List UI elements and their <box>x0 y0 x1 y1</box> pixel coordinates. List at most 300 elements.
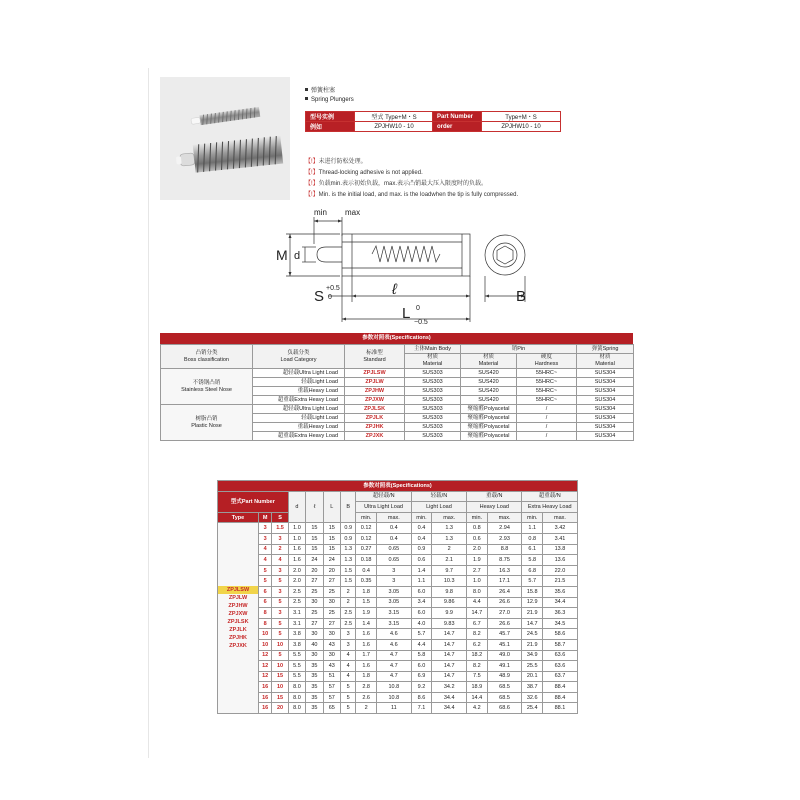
value-cell: 1.1 <box>411 576 432 587</box>
value-cell: 3.1 <box>288 618 305 629</box>
value-cell: 10.8 <box>376 682 411 693</box>
value-cell: 1.8 <box>356 671 377 682</box>
load-category-cell: 超轻载Ultra Light Load <box>253 405 345 414</box>
header-light <box>411 491 466 502</box>
M-cell: 12 <box>259 650 272 661</box>
M-cell: 16 <box>259 703 272 714</box>
table-row <box>218 618 578 629</box>
value-cell: 6.7 <box>467 618 488 629</box>
value-cell: 3.42 <box>542 523 577 534</box>
value-cell: 45.1 <box>487 639 522 650</box>
value-cell: 0.9 <box>411 544 432 555</box>
value-cell: 4.0 <box>411 618 432 629</box>
value-cell: 2.0 <box>288 576 305 587</box>
value-cell: 30 <box>323 650 340 661</box>
value-cell: 0.9 <box>341 523 356 534</box>
value-cell: 1.4 <box>356 618 377 629</box>
value-cell: 27 <box>306 618 323 629</box>
value-cell: 4.4 <box>411 639 432 650</box>
value-cell: 1.6 <box>356 661 377 672</box>
h-cn: 轻载/N <box>430 493 448 500</box>
value-cell: 2.0 <box>288 565 305 576</box>
load-category-cell: 重载Heavy Load <box>253 387 345 396</box>
value-cell: 2.6 <box>356 692 377 703</box>
S-cell: 1.5 <box>272 523 288 534</box>
value-cell: 35 <box>306 703 323 714</box>
value-cell: 6.0 <box>411 586 432 597</box>
value-cell: 6.0 <box>411 608 432 619</box>
dimensions-table <box>217 480 578 714</box>
value-cell: 25 <box>323 608 340 619</box>
value-cell: 5.5 <box>288 650 305 661</box>
load-category-cell: 超重载Extra Heavy Load <box>253 396 345 405</box>
value-cell: 27 <box>323 618 340 629</box>
M-cell: 10 <box>259 629 272 640</box>
header-max: max. <box>542 512 577 523</box>
standard-type-cell: ZPJLK <box>345 414 405 423</box>
body-material-cell: SUS303 <box>405 387 461 396</box>
value-cell: 3.05 <box>376 586 411 597</box>
header-part-number: 型式Part Number <box>218 491 289 512</box>
value-cell: 25.4 <box>522 703 543 714</box>
value-cell: 9.8 <box>432 586 467 597</box>
pin-hardness-cell: 55HRC~ <box>517 378 577 387</box>
spec-key: order <box>433 122 482 132</box>
header-d: d <box>288 491 305 523</box>
h-cn: 硬度 <box>541 354 553 360</box>
value-cell: 34.4 <box>432 692 467 703</box>
value-cell: 15 <box>323 523 340 534</box>
M-cell: 8 <box>259 608 272 619</box>
M-cell: 16 <box>259 682 272 693</box>
label-M: M <box>276 247 288 263</box>
header-extra-heavy-en: Extra Heavy Load <box>522 502 578 513</box>
value-cell: 57 <box>323 692 340 703</box>
value-cell: 4 <box>341 661 356 672</box>
value-cell: 2.94 <box>487 523 522 534</box>
value-cell: 0.4 <box>376 523 411 534</box>
note-text: 未进行防松处理。 <box>318 159 367 165</box>
type-code: ZPJXK <box>229 643 247 650</box>
materials-table-title: 参数对照表(Specifications) <box>160 333 633 344</box>
pin-material-cell: 聚缩醛Polyacetal <box>461 405 517 414</box>
table-row <box>218 650 578 661</box>
pin-material-cell: SUS420 <box>461 369 517 378</box>
header-l: ℓ <box>306 491 323 523</box>
header-load-en: Load Category <box>280 356 317 363</box>
value-cell: 2.5 <box>341 618 356 629</box>
note-item <box>305 190 518 201</box>
value-cell: 13.6 <box>542 555 577 566</box>
value-cell: 4.7 <box>376 650 411 661</box>
table-row <box>218 586 578 597</box>
value-cell: 18.2 <box>467 650 488 661</box>
header-pin: 销Pin <box>461 345 577 354</box>
header-M: M <box>259 512 272 523</box>
value-cell: 17.1 <box>487 576 522 587</box>
value-cell: 2.8 <box>356 682 377 693</box>
value-cell: 1.6 <box>356 639 377 650</box>
standard-type-cell: ZPJHK <box>345 423 405 432</box>
value-cell: 1.6 <box>288 544 305 555</box>
boss-category-en: Plastic Nose <box>191 422 222 429</box>
header-heavy-en: Heavy Load <box>467 502 522 513</box>
value-cell: 1.4 <box>411 565 432 576</box>
S-cell: 5 <box>272 576 288 587</box>
header-min: min. <box>522 512 543 523</box>
S-cell: 15 <box>272 671 288 682</box>
body-material-cell: SUS303 <box>405 378 461 387</box>
value-cell: 9.86 <box>432 597 467 608</box>
header-boss <box>161 345 253 369</box>
value-cell: 3 <box>341 629 356 640</box>
value-cell: 8.0 <box>467 586 488 597</box>
h-cn: 材质 <box>599 354 611 360</box>
value-cell: 12.9 <box>522 597 543 608</box>
header-std-en: Standard <box>363 356 386 363</box>
note-mark: 【!】 <box>305 181 319 187</box>
table-row <box>218 692 578 703</box>
header-boss-en: Boss classification <box>184 356 229 363</box>
value-cell: 68.6 <box>487 703 522 714</box>
table-row <box>218 671 578 682</box>
type-code: ZPJLK <box>229 627 247 634</box>
value-cell: 7.1 <box>411 703 432 714</box>
value-cell: 1.0 <box>467 576 488 587</box>
bullet-square-icon <box>305 88 308 91</box>
value-cell: 4.6 <box>376 639 411 650</box>
dimensions-table-body <box>218 523 578 714</box>
header-extra-heavy <box>522 491 578 502</box>
value-cell: 1.7 <box>356 650 377 661</box>
load-category-cell: 重载Heavy Load <box>253 423 345 432</box>
value-cell: 30 <box>306 597 323 608</box>
M-cell: 6 <box>259 597 272 608</box>
value-cell: 15 <box>323 544 340 555</box>
value-cell: 5 <box>341 682 356 693</box>
value-cell: 30 <box>323 597 340 608</box>
table-row <box>218 533 578 544</box>
bullet-square-icon <box>305 97 308 100</box>
S-cell: 10 <box>272 682 288 693</box>
pin-material-cell: 聚缩醛Polyacetal <box>461 423 517 432</box>
note-item <box>305 179 518 190</box>
standard-type-cell: ZPJLSW <box>345 369 405 378</box>
value-cell: 20 <box>306 565 323 576</box>
body-material-cell: SUS303 <box>405 414 461 423</box>
pin-hardness-cell: 55HRC~ <box>517 396 577 405</box>
value-cell: 0.18 <box>356 555 377 566</box>
S-cell: 2 <box>272 544 288 555</box>
M-cell: 8 <box>259 618 272 629</box>
header-max: max. <box>432 512 467 523</box>
body-material-cell: SUS303 <box>405 369 461 378</box>
value-cell: 63.7 <box>542 671 577 682</box>
body-material-cell: SUS303 <box>405 432 461 441</box>
header-spring-material <box>577 354 634 369</box>
value-cell: 2.5 <box>341 608 356 619</box>
S-cell: 3 <box>272 565 288 576</box>
label-max: max <box>345 208 361 217</box>
product-intro <box>305 87 354 105</box>
value-cell: 35 <box>306 692 323 703</box>
value-cell: 26.6 <box>487 597 522 608</box>
value-cell: 0.8 <box>522 533 543 544</box>
value-cell: 40 <box>306 639 323 650</box>
value-cell: 2.7 <box>467 565 488 576</box>
value-cell: 30 <box>323 629 340 640</box>
header-L: L <box>323 491 340 523</box>
value-cell: 10.8 <box>376 692 411 703</box>
M-cell: 6 <box>259 586 272 597</box>
value-cell: 34.4 <box>542 597 577 608</box>
value-cell: 49.0 <box>487 650 522 661</box>
spec-value: 型式 Type+M・S <box>355 112 434 122</box>
value-cell: 15 <box>306 544 323 555</box>
value-cell: 3.1 <box>288 608 305 619</box>
value-cell: 6.2 <box>467 639 488 650</box>
value-cell: 65 <box>323 703 340 714</box>
value-cell: 3 <box>341 639 356 650</box>
value-cell: 0.4 <box>411 523 432 534</box>
value-cell: 10.3 <box>432 576 467 587</box>
value-cell: 9.7 <box>432 565 467 576</box>
value-cell: 27 <box>306 576 323 587</box>
type-code: ZPJLW <box>228 595 248 602</box>
value-cell: 6.8 <box>522 565 543 576</box>
M-cell: 5 <box>259 565 272 576</box>
note-mark: 【!】 <box>305 192 319 198</box>
value-cell: 2 <box>356 703 377 714</box>
table-row <box>218 682 578 693</box>
value-cell: 2.93 <box>487 533 522 544</box>
page-frame-line <box>148 68 149 758</box>
note-item <box>305 157 518 168</box>
table-row <box>218 629 578 640</box>
label-d: d <box>294 250 301 262</box>
value-cell: 9.83 <box>432 618 467 629</box>
value-cell: 4.6 <box>376 629 411 640</box>
value-cell: 16.3 <box>487 565 522 576</box>
header-std-cn: 标准型 <box>366 349 383 356</box>
value-cell: 4 <box>341 650 356 661</box>
value-cell: 43 <box>323 661 340 672</box>
value-cell: 21.9 <box>522 639 543 650</box>
table-row <box>218 523 578 534</box>
value-cell: 88.4 <box>542 682 577 693</box>
M-cell: 10 <box>259 639 272 650</box>
value-cell: 2 <box>432 544 467 555</box>
value-cell: 0.8 <box>467 523 488 534</box>
S-cell: 5 <box>272 618 288 629</box>
value-cell: 1.0 <box>288 533 305 544</box>
value-cell: 18.9 <box>467 682 488 693</box>
pin-hardness-cell: / <box>517 423 577 432</box>
spec-value: ZPJHW10 - 10 <box>355 122 434 132</box>
dimension-drawing <box>262 204 547 329</box>
pin-hardness-cell: / <box>517 414 577 423</box>
value-cell: 14.7 <box>432 629 467 640</box>
value-cell: 63.6 <box>542 661 577 672</box>
value-cell: 1.5 <box>341 565 356 576</box>
M-cell: 4 <box>259 555 272 566</box>
note-mark: 【!】 <box>305 170 319 176</box>
label-L-tol-low: −0.5 <box>414 319 428 326</box>
value-cell: 2.0 <box>467 544 488 555</box>
body-material-cell: SUS303 <box>405 423 461 432</box>
header-main-body: 主体Main Body <box>405 345 461 354</box>
value-cell: 5.5 <box>288 661 305 672</box>
value-cell: 0.35 <box>356 576 377 587</box>
value-cell: 9.9 <box>432 608 467 619</box>
header-type: Type <box>218 512 259 523</box>
title-en-line <box>305 96 354 105</box>
value-cell: 32.6 <box>522 692 543 703</box>
materials-table <box>160 344 634 441</box>
table-row <box>218 544 578 555</box>
value-cell: 5 <box>341 692 356 703</box>
value-cell: 1.3 <box>341 555 356 566</box>
value-cell: 13.8 <box>542 544 577 555</box>
value-cell: 26.4 <box>487 586 522 597</box>
boss-category-cn: 不锈钢凸销 <box>192 379 221 386</box>
value-cell: 5.8 <box>522 555 543 566</box>
value-cell: 0.6 <box>411 555 432 566</box>
header-ultra-light <box>356 491 411 502</box>
value-cell: 30 <box>306 629 323 640</box>
value-cell: 1.6 <box>288 555 305 566</box>
notes-list <box>305 157 518 201</box>
h-cn: 重载/N <box>486 493 503 500</box>
h-en: Material <box>478 361 499 367</box>
S-cell: 15 <box>272 692 288 703</box>
value-cell: 1.3 <box>432 533 467 544</box>
value-cell: 35 <box>306 682 323 693</box>
h-cn: 超轻载/N <box>372 493 395 500</box>
value-cell: 8.8 <box>487 544 522 555</box>
value-cell: 3.41 <box>542 533 577 544</box>
value-cell: 0.27 <box>356 544 377 555</box>
header-min: min. <box>467 512 488 523</box>
M-cell: 3 <box>259 533 272 544</box>
value-cell: 27.0 <box>487 608 522 619</box>
value-cell: 14.7 <box>467 608 488 619</box>
value-cell: 34.4 <box>432 703 467 714</box>
type-list-cell <box>218 523 259 714</box>
value-cell: 1.5 <box>356 597 377 608</box>
value-cell: 1.6 <box>356 629 377 640</box>
M-cell: 4 <box>259 544 272 555</box>
value-cell: 11 <box>376 703 411 714</box>
value-cell: 5.8 <box>411 650 432 661</box>
dimensions-table-block <box>217 480 578 714</box>
value-cell: 4.2 <box>467 703 488 714</box>
value-cell: 35 <box>306 661 323 672</box>
boss-category-cell <box>161 369 253 405</box>
S-cell: 10 <box>272 661 288 672</box>
value-cell: 3 <box>376 565 411 576</box>
value-cell: 8.6 <box>411 692 432 703</box>
type-code: ZPJHW <box>228 603 248 610</box>
spec-key: 例如 <box>306 122 355 132</box>
spring-material-cell: SUS304 <box>577 378 634 387</box>
value-cell: 0.6 <box>467 533 488 544</box>
value-cell: 0.65 <box>376 555 411 566</box>
table-row <box>218 608 578 619</box>
part-number-example-cn <box>305 111 434 132</box>
h-en: Material <box>595 361 615 367</box>
label-L-tol-up: 0 <box>416 305 420 312</box>
spring-material-cell: SUS304 <box>577 369 634 378</box>
header-load-cn: 负载分类 <box>287 349 310 356</box>
h-en: Hardness <box>534 361 559 367</box>
header-S: S <box>272 512 288 523</box>
value-cell: 24.5 <box>522 629 543 640</box>
value-cell: 1.1 <box>522 523 543 534</box>
value-cell: 63.6 <box>542 650 577 661</box>
value-cell: 51 <box>323 671 340 682</box>
pin-material-cell: SUS420 <box>461 387 517 396</box>
value-cell: 8.2 <box>467 661 488 672</box>
value-cell: 43 <box>323 639 340 650</box>
value-cell: 2.5 <box>288 597 305 608</box>
value-cell: 24 <box>306 555 323 566</box>
h-cn: 材质 <box>426 354 438 360</box>
value-cell: 1.9 <box>356 608 377 619</box>
pin-hardness-cell: / <box>517 432 577 441</box>
value-cell: 20.1 <box>522 671 543 682</box>
value-cell: 14.4 <box>467 692 488 703</box>
value-cell: 57 <box>323 682 340 693</box>
value-cell: 58.7 <box>542 639 577 650</box>
load-category-cell: 轻载Light Load <box>253 414 345 423</box>
value-cell: 6.0 <box>411 661 432 672</box>
label-B: B <box>516 288 527 305</box>
header-min: min. <box>356 512 377 523</box>
value-cell: 5.7 <box>411 629 432 640</box>
header-load <box>253 345 345 369</box>
title-en: Spring Plungers <box>311 97 354 103</box>
header-max: max. <box>376 512 411 523</box>
S-cell: 20 <box>272 703 288 714</box>
value-cell: 15 <box>323 533 340 544</box>
table-row <box>161 405 634 414</box>
value-cell: 14.7 <box>432 661 467 672</box>
spec-value: ZPJHW10 - 10 <box>482 122 561 132</box>
value-cell: 34.5 <box>542 618 577 629</box>
h-cn: 超重载/N <box>538 493 561 500</box>
value-cell: 14.7 <box>522 618 543 629</box>
value-cell: 0.12 <box>356 533 377 544</box>
value-cell: 21.5 <box>542 576 577 587</box>
value-cell: 36.3 <box>542 608 577 619</box>
M-cell: 12 <box>259 671 272 682</box>
header-B: B <box>341 491 356 523</box>
header-boss-cn: 凸销分类 <box>195 349 218 356</box>
title-cn-line <box>305 87 354 96</box>
type-code: ZPJXW <box>228 611 248 618</box>
value-cell: 3.15 <box>376 608 411 619</box>
value-cell: 45.7 <box>487 629 522 640</box>
load-category-cell: 轻载Light Load <box>253 378 345 387</box>
value-cell: 14.7 <box>432 671 467 682</box>
table-row <box>218 576 578 587</box>
value-cell: 3.8 <box>288 629 305 640</box>
value-cell: 0.65 <box>376 544 411 555</box>
pin-material-cell: SUS420 <box>461 396 517 405</box>
table-row <box>218 661 578 672</box>
value-cell: 26.6 <box>487 618 522 629</box>
